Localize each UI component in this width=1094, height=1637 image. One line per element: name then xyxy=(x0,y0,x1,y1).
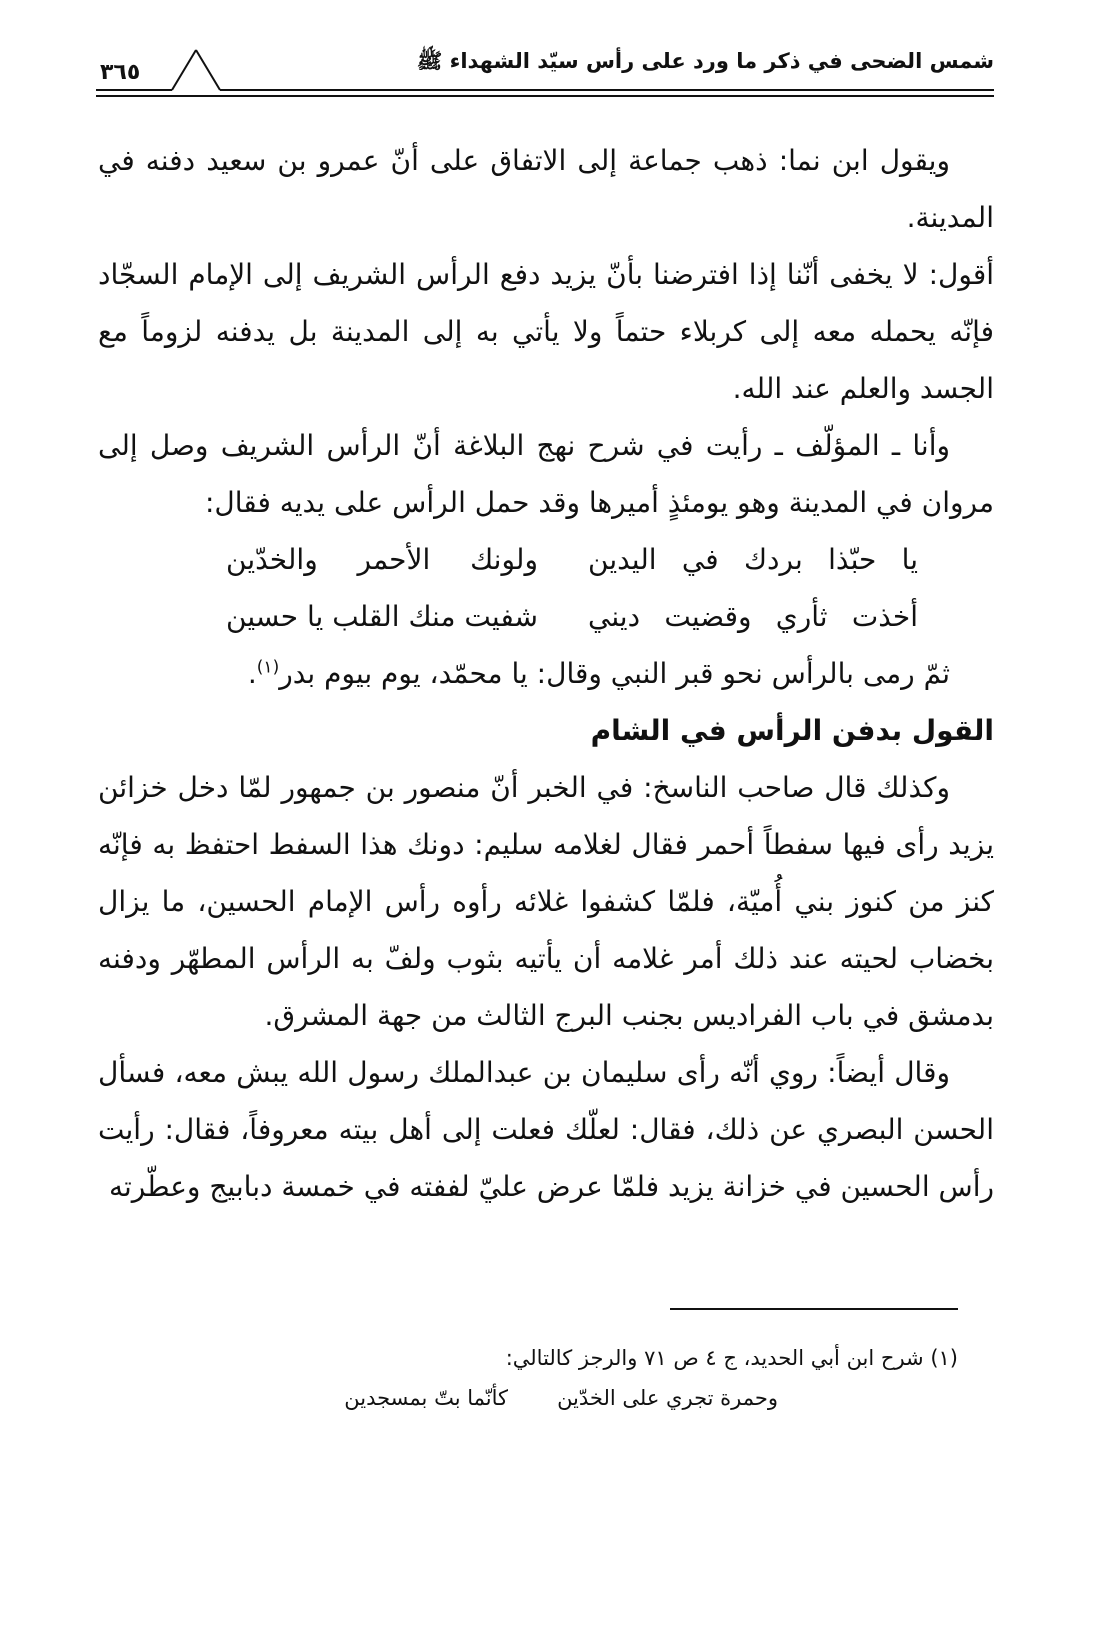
footnote-hemistich-first: وحمرة تجري على الخدّين xyxy=(557,1386,778,1410)
footnote-separator xyxy=(670,1308,958,1310)
footnote-hemistich-second: كأنّما بتّ بمسجدين xyxy=(344,1386,508,1410)
paragraph-sulayman: وقال أيضاً: روي أنّه رأى سليمان بن عبدالملك رسول الله يبش معه، فسأل الحسن البصري عن ذلك، فقال: لعلّك فعلت إلى أهل بيته معروفاً، فقال: رأيت رأس الحسين في خزانة يزيد فلمّا عرض عليّ لففته في خمسة دبابيج وعطّرته xyxy=(98,1056,994,1203)
poem xyxy=(98,531,994,645)
paragraph-marwan-ending xyxy=(98,645,994,702)
paragraph-nasikh: وكذلك قال صاحب الناسخ: في الخبر أنّ منصور بن جمهور لمّا دخل خزائن يزيد رأى فيها سفطاً أحمر فقال لغلامه سليم: دونك هذا السفط احتفظ به فإنّه كنز من كنوز بني أُميّة، فلمّا كشفوا غلائه رأوه رأس الإمام الحسين، ما يزال بخضاب لحيته عند ذلك أمر غلامه أن يأتيه بثوب ولفّ به الرأس المطهّر ودفنه بدمشق في باب الفراديس بجنب البرج الثالث من جهة المشرق. xyxy=(98,771,994,1032)
section-heading: القول بدفن الرأس في الشام xyxy=(590,714,994,747)
poem-verse xyxy=(98,531,994,588)
paragraph-ibn-nama: ويقول ابن نما: ذهب جماعة إلى الاتفاق على أنّ عمرو بن سعيد دفنه في المدينة. xyxy=(98,144,994,234)
sentence-end: . xyxy=(247,657,257,690)
footnote-1: (١) شرح ابن أبي الحديد، ج ٤ ص ٧١ والرجز كالتالي: xyxy=(505,1346,958,1370)
page-header xyxy=(96,38,994,108)
poem-hemistich-first: يا حبّذا بردك في اليدين xyxy=(588,543,918,576)
poem-hemistich-first: أخذت ثأري وقضيت ديني xyxy=(588,600,918,633)
paragraph-author-nahj: وأنا ـ المؤلّف ـ رأيت في شرح نهج البلاغة أنّ الرأس الشريف وصل إلى مروان في المدينة وهو يومئذٍ أميرها وقد حمل الرأس على يديه فقال: xyxy=(98,429,994,519)
footnote-verse xyxy=(98,1378,958,1422)
footnote-reference[interactable]: (١) xyxy=(256,657,280,678)
footnotes xyxy=(98,1338,958,1422)
paragraph-text: ثمّ رمى بالرأس نحو قبر النبي وقال: يا محمّد، يوم بيوم بدر xyxy=(279,657,950,690)
poem-hemistich-second: شفيت منك القلب يا حسين xyxy=(226,600,538,633)
poem-verse xyxy=(98,588,994,645)
main-text xyxy=(98,132,994,1215)
poem-hemistich-second: ولونك الأحمر والخدّين xyxy=(226,543,538,576)
running-title: شمس الضحى في ذكر ما ورد على رأس سيّد الشهداء ﷺ xyxy=(416,49,994,73)
page-number: ٣٦٥ xyxy=(100,60,141,85)
paragraph-aqool: أقول: لا يخفى أنّنا إذا افترضنا بأنّ يزيد دفع الرأس الشريف إلى الإمام السجّاد فإنّه يحمله معه إلى كربلاء حتماً ولا يأتي به إلى المدينة بل يدفنه لزوماً مع الجسد والعلم عند الله. xyxy=(98,258,994,405)
